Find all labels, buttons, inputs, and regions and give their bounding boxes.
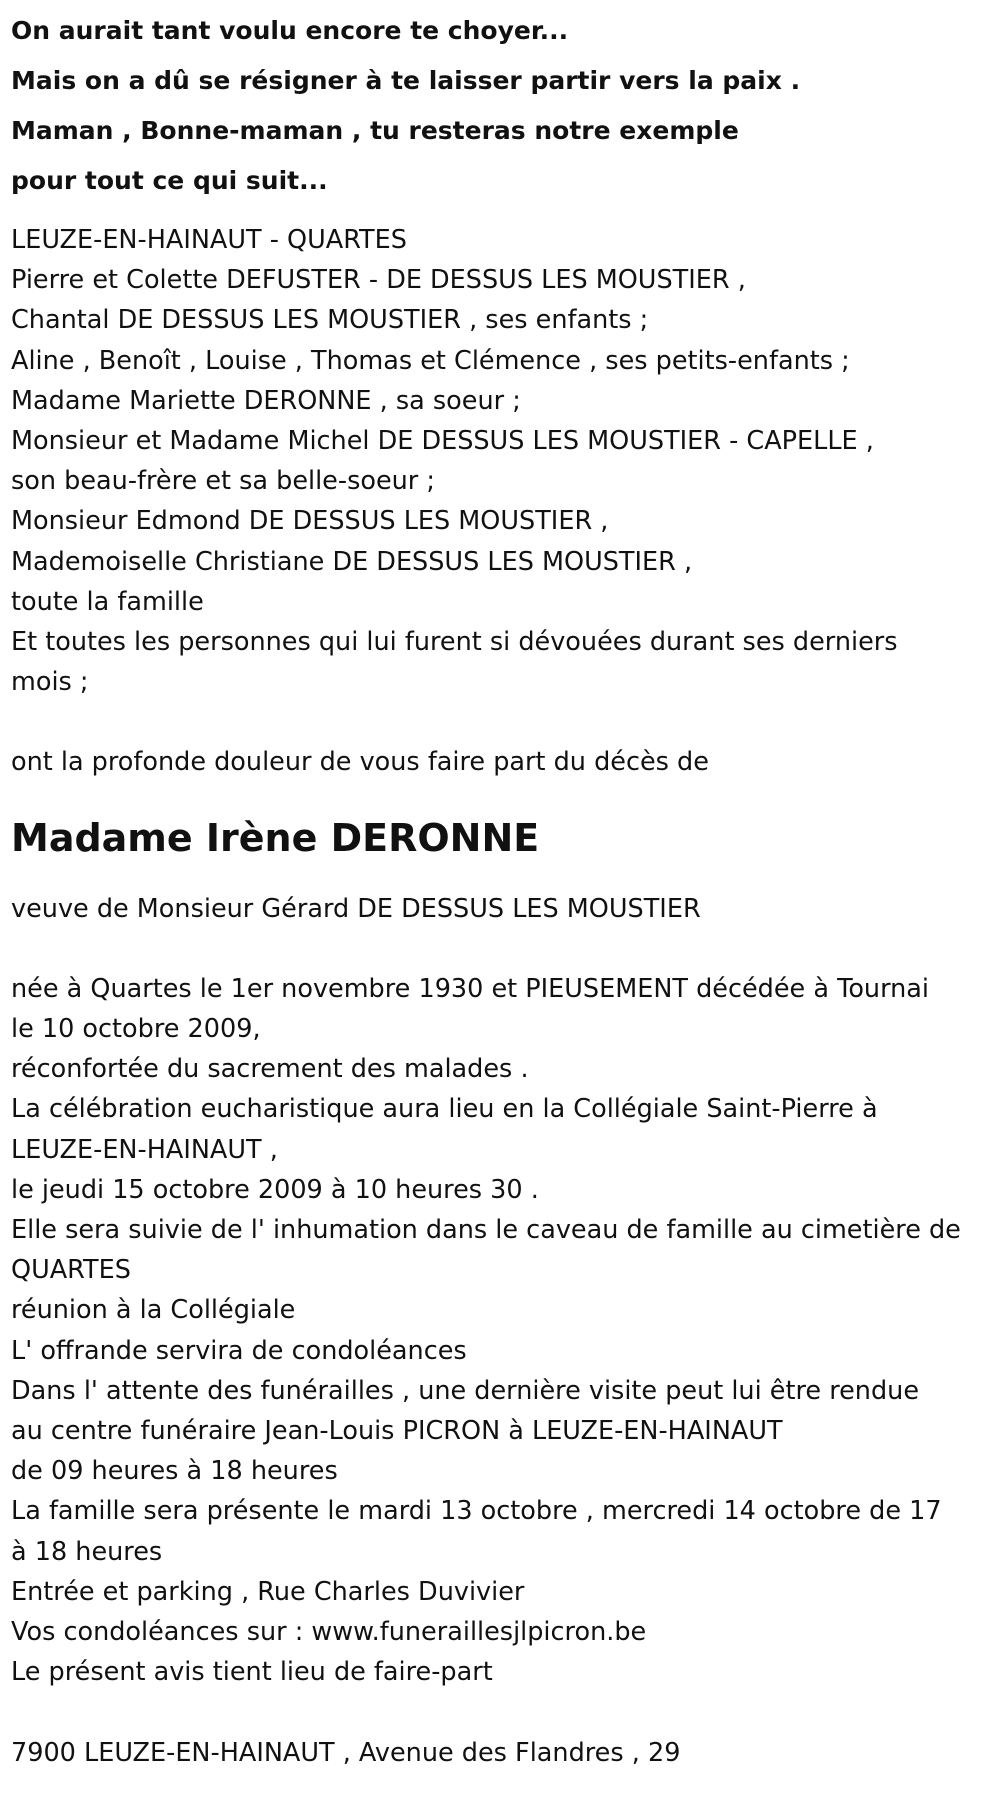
intro-line: Mais on a dû se résigner à te laisser partir vers la paix .	[11, 66, 801, 95]
detail-line: de 09 heures à 18 heures	[11, 1456, 338, 1487]
detail-line: à 18 heures	[11, 1536, 163, 1567]
detail-line: née à Quartes le 1er novembre 1930 et PIEUSEMENT décédée à Tournai	[11, 973, 929, 1004]
detail-line: Vos condoléances sur : www.funeraillesjlpicron.be	[11, 1617, 647, 1648]
family-line: Et toutes les personnes qui lui furent si dévouées durant ses derniers	[11, 627, 898, 658]
detail-line: le jeudi 15 octobre 2009 à 10 heures 30 .	[11, 1174, 539, 1205]
detail-line: LEUZE-EN-HAINAUT ,	[11, 1134, 278, 1165]
family-line: toute la famille	[11, 586, 204, 617]
intro-line: On aurait tant voulu encore te choyer...	[11, 16, 569, 45]
detail-line: réunion à la Collégiale	[11, 1295, 296, 1326]
family-line: Monsieur Edmond DE DESSUS LES MOUSTIER ,	[11, 506, 609, 537]
intro-line: Maman , Bonne-maman , tu resteras notre exemple	[11, 116, 739, 145]
family-line: son beau-frère et sa belle-soeur ;	[11, 466, 435, 497]
family-line: mois ;	[11, 667, 89, 698]
detail-line: La célébration eucharistique aura lieu en la Collégiale Saint-Pierre à	[11, 1094, 878, 1125]
detail-line: le 10 octobre 2009,	[11, 1014, 261, 1045]
obituary-notice	[11, 0, 996, 1773]
family-list	[11, 220, 996, 702]
family-line: Monsieur et Madame Michel DE DESSUS LES MOUSTIER - CAPELLE ,	[11, 426, 874, 457]
detail-line: Entrée et parking , Rue Charles Duvivier	[11, 1576, 525, 1607]
family-line: Pierre et Colette DEFUSTER - DE DESSUS LES MOUSTIER ,	[11, 265, 746, 296]
address-line: 7900 LEUZE-EN-HAINAUT , Avenue des Flandres , 29	[11, 1737, 681, 1768]
detail-line: Le présent avis tient lieu de faire-part	[11, 1657, 493, 1688]
widow-of-text: veuve de Monsieur Gérard DE DESSUS LES MOUSTIER	[11, 893, 701, 924]
family-line: Chantal DE DESSUS LES MOUSTIER , ses enfants ;	[11, 305, 649, 336]
intro-verse	[11, 6, 996, 206]
family-line: Aline , Benoît , Louise , Thomas et Clémence , ses petits-enfants ;	[11, 345, 850, 376]
detail-line: Elle sera suivie de l' inhumation dans le caveau de famille au cimetière de	[11, 1215, 961, 1246]
deceased-name: Madame Irène DERONNE	[11, 815, 540, 860]
detail-line: au centre funéraire Jean-Louis PICRON à LEUZE-EN-HAINAUT	[11, 1416, 783, 1447]
announcement-text: ont la profonde douleur de vous faire part du décès de	[11, 747, 709, 778]
detail-line: réconfortée du sacrement des malades .	[11, 1054, 529, 1085]
family-line: Madame Mariette DERONNE , sa soeur ;	[11, 385, 521, 416]
detail-line: La famille sera présente le mardi 13 octobre , mercredi 14 octobre de 17	[11, 1496, 942, 1527]
detail-line: Dans l' attente des funérailles , une dernière visite peut lui être rendue	[11, 1375, 920, 1406]
detail-line: QUARTES	[11, 1255, 131, 1286]
family-line: LEUZE-EN-HAINAUT - QUARTES	[11, 225, 407, 255]
family-line: Mademoiselle Christiane DE DESSUS LES MOUSTIER ,	[11, 546, 693, 577]
funeral-details	[11, 969, 996, 1693]
detail-line: L' offrande servira de condoléances	[11, 1335, 467, 1366]
intro-line: pour tout ce qui suit...	[11, 166, 328, 195]
